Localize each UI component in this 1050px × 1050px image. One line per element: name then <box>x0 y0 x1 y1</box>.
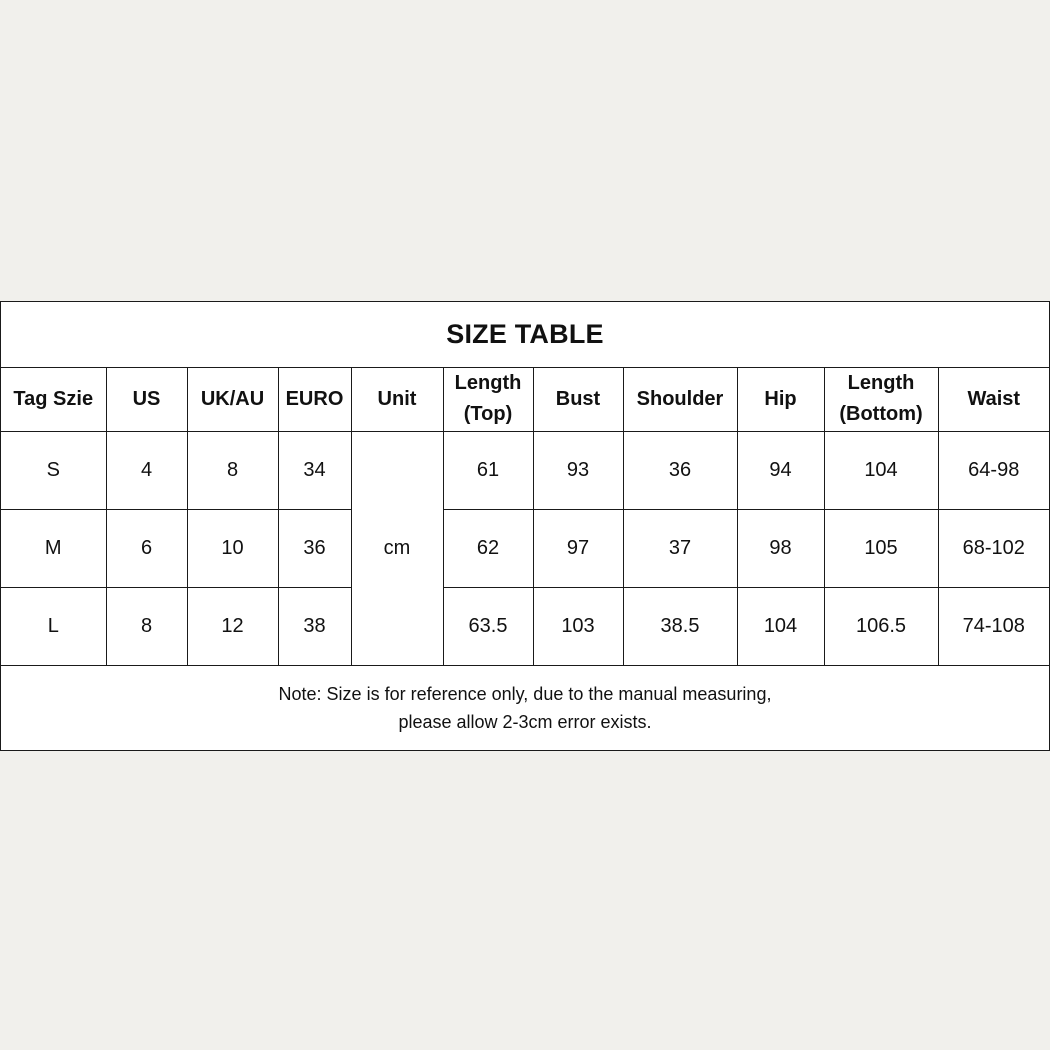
cell-uk-au: 12 <box>187 587 278 665</box>
cell-hip: 104 <box>737 587 824 665</box>
cell-waist: 68-102 <box>938 509 1049 587</box>
cell-bust: 103 <box>533 587 623 665</box>
size-table-sheet <box>0 301 1050 751</box>
cell-bust: 93 <box>533 431 623 509</box>
header-shoulder: Shoulder <box>623 368 737 431</box>
cell-unit: cm <box>351 431 443 665</box>
note-line-1: Note: Size is for reference only, due to the manual measuring, <box>278 684 772 704</box>
header-waist: Waist <box>938 368 1049 431</box>
cell-us: 8 <box>106 587 187 665</box>
header-unit: Unit <box>351 368 443 431</box>
cell-uk-au: 8 <box>187 431 278 509</box>
header-row <box>1 368 1049 431</box>
header-hip: Hip <box>737 368 824 431</box>
table-row <box>1 587 1049 665</box>
header-length-bottom: Length (Bottom) <box>824 368 938 431</box>
cell-euro: 36 <box>278 509 351 587</box>
header-us: US <box>106 368 187 431</box>
cell-euro: 34 <box>278 431 351 509</box>
cell-us: 4 <box>106 431 187 509</box>
size-table-title: SIZE TABLE <box>446 319 604 349</box>
cell-length-bottom: 105 <box>824 509 938 587</box>
header-uk-au: UK/AU <box>187 368 278 431</box>
cell-euro: 38 <box>278 587 351 665</box>
size-table <box>1 368 1049 666</box>
cell-hip: 94 <box>737 431 824 509</box>
cell-shoulder: 36 <box>623 431 737 509</box>
cell-tag: M <box>1 509 106 587</box>
cell-uk-au: 10 <box>187 509 278 587</box>
cell-us: 6 <box>106 509 187 587</box>
header-length-top: Length (Top) <box>443 368 533 431</box>
cell-hip: 98 <box>737 509 824 587</box>
cell-bust: 97 <box>533 509 623 587</box>
cell-length-top: 63.5 <box>443 587 533 665</box>
cell-length-top: 62 <box>443 509 533 587</box>
note-row <box>1 666 1049 750</box>
cell-tag: L <box>1 587 106 665</box>
cell-length-bottom: 106.5 <box>824 587 938 665</box>
cell-length-top: 61 <box>443 431 533 509</box>
table-row <box>1 431 1049 509</box>
cell-waist: 64-98 <box>938 431 1049 509</box>
table-row <box>1 509 1049 587</box>
cell-length-bottom: 104 <box>824 431 938 509</box>
header-euro: EURO <box>278 368 351 431</box>
cell-shoulder: 38.5 <box>623 587 737 665</box>
header-bust: Bust <box>533 368 623 431</box>
cell-tag: S <box>1 431 106 509</box>
cell-shoulder: 37 <box>623 509 737 587</box>
header-tag-size: Tag Szie <box>1 368 106 431</box>
note-line-2: please allow 2-3cm error exists. <box>398 712 652 732</box>
title-row <box>1 302 1049 368</box>
cell-waist: 74-108 <box>938 587 1049 665</box>
